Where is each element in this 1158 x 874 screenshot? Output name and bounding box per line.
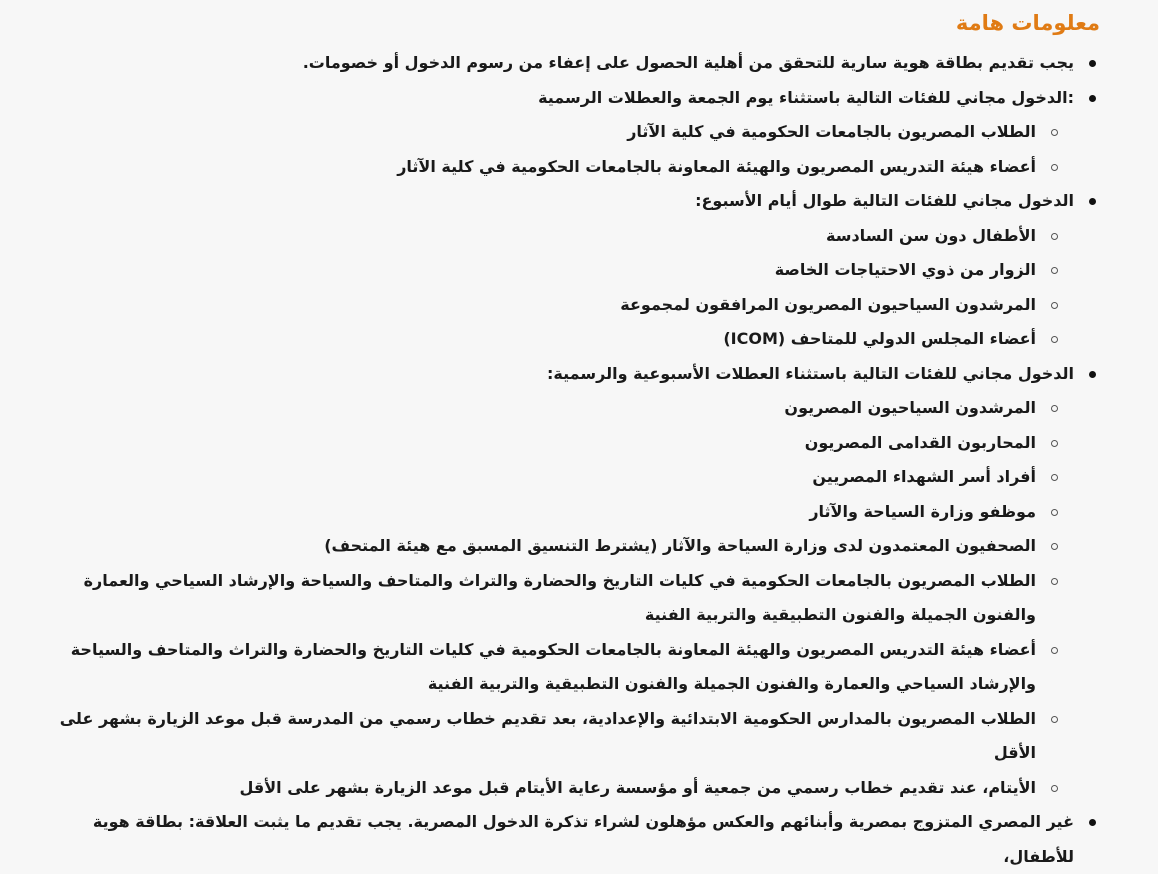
- sub-item-text: الزوار من ذوي الاحتياجات الخاصة: [774, 260, 1036, 279]
- circle-bullet-icon: [1051, 267, 1058, 274]
- sub-item: [40, 150, 1036, 185]
- sub-item: [40, 253, 1036, 288]
- sub-list: [40, 391, 1074, 805]
- sub-list: [40, 219, 1074, 357]
- circle-bullet-icon: [1051, 302, 1058, 309]
- info-item-text: الدخول مجاني للفئات التالية باستثناء العطلات الأسبوعية والرسمية:: [547, 363, 1074, 383]
- circle-bullet-icon: [1051, 543, 1058, 550]
- sub-item: [40, 288, 1036, 323]
- circle-bullet-icon: [1051, 785, 1058, 792]
- sub-item: [40, 322, 1036, 357]
- sub-item: [40, 702, 1036, 771]
- info-item-free-except-friday: [40, 81, 1074, 185]
- circle-bullet-icon: [1051, 164, 1058, 171]
- circle-bullet-icon: [1051, 233, 1058, 240]
- circle-bullet-icon: [1051, 474, 1058, 481]
- circle-bullet-icon: [1051, 129, 1058, 136]
- sub-item: [40, 564, 1036, 633]
- sub-item: [40, 771, 1036, 806]
- bullet-icon: [1089, 60, 1096, 67]
- circle-bullet-icon: [1051, 440, 1058, 447]
- bullet-icon: [1089, 198, 1096, 205]
- circle-bullet-icon: [1051, 336, 1058, 343]
- sub-item-text: أفراد أسر الشهداء المصريين: [812, 467, 1036, 486]
- sub-item: [40, 426, 1036, 461]
- sub-item: [40, 115, 1036, 150]
- sub-item: [40, 633, 1036, 702]
- info-item-free-all-week: [40, 184, 1074, 357]
- info-item-free-except-holidays: [40, 357, 1074, 806]
- info-item-foreign-spouse: [40, 805, 1074, 874]
- sub-item-text: الطلاب المصريون بالمدارس الحكومية الابتدائية والإعدادية، بعد تقديم خطاب رسمي من المدرسة قبل موعد الزيارة بشهر على الأقل: [59, 708, 1036, 762]
- info-item-id-requirement: [40, 46, 1074, 81]
- circle-bullet-icon: [1051, 578, 1058, 585]
- sub-item-text: الطلاب المصريون بالجامعات الحكومية في كلية الآثار: [627, 122, 1036, 141]
- bullet-icon: [1089, 371, 1096, 378]
- sub-item: [40, 529, 1036, 564]
- sub-item-text: الأطفال دون سن السادسة: [826, 225, 1036, 245]
- bullet-icon: [1089, 819, 1096, 826]
- sub-item: [40, 460, 1036, 495]
- circle-bullet-icon: [1051, 647, 1058, 654]
- info-item-text: الدخول مجاني للفئات التالية طوال أيام الأسبوع:: [695, 191, 1074, 210]
- info-item-text: غير المصري المتزوج بمصرية وأبنائهم والعكس مؤهلون لشراء تذكرة الدخول المصرية. يجب تقديم ما يثبت العلاقة: بطاقة هوية للأطفال،: [92, 812, 1074, 866]
- sub-item-text: الصحفيون المعتمدون لدى وزارة السياحة والآثار (يشترط التنسيق المسبق مع هيئة المتحف): [324, 536, 1036, 555]
- info-item-text: :الدخول مجاني للفئات التالية باستثناء يوم الجمعة والعطلات الرسمية: [538, 87, 1074, 107]
- circle-bullet-icon: [1051, 509, 1058, 516]
- sub-item-text: المحاربون القدامى المصريون: [804, 432, 1036, 452]
- sub-item-text: موظفو وزارة السياحة والآثار: [809, 501, 1036, 521]
- sub-item-text: الطلاب المصريون بالجامعات الحكومية في كليات التاريخ والحضارة والتراث والمتاحف والسياحة والإرشاد السياحي والعمارة والفنون الجميلة والفنون التطبيقية والتربية الفنية: [83, 570, 1036, 624]
- sub-item-text: أعضاء هيئة التدريس المصريون والهيئة المعاونة بالجامعات الحكومية في كلية الآثار: [397, 156, 1036, 176]
- sub-item-text: المرشدون السياحيون المصريون المرافقون لمجموعة: [620, 294, 1036, 314]
- circle-bullet-icon: [1051, 405, 1058, 412]
- section-heading: معلومات هامة: [955, 11, 1100, 35]
- sub-list: [40, 115, 1074, 184]
- info-list: [40, 46, 1100, 874]
- info-item-text: يجب تقديم بطاقة هوية سارية للتحقق من أهلية الحصول على إعفاء من رسوم الدخول أو خصومات.: [302, 53, 1074, 72]
- sub-item: [40, 495, 1036, 530]
- sub-item-text: أعضاء هيئة التدريس المصريون والهيئة المعاونة بالجامعات الحكومية في كليات التاريخ والحضارة والتراث والمتاحف والسياحة والإرشاد السياحي والعمارة والفنون الجميلة والفنون التطبيقية والتربية الفنية: [70, 639, 1036, 693]
- sub-item: [40, 391, 1036, 426]
- circle-bullet-icon: [1051, 716, 1058, 723]
- sub-item-text: الأيتام، عند تقديم خطاب رسمي من جمعية أو مؤسسة رعاية الأيتام قبل موعد الزيارة بشهر على الأقل: [239, 777, 1036, 797]
- sub-item-text: المرشدون السياحيون المصريون: [784, 398, 1036, 417]
- bullet-icon: [1089, 95, 1096, 102]
- sub-item-text: أعضاء المجلس الدولي للمتاحف (ICOM): [723, 329, 1036, 348]
- sub-item: [40, 219, 1036, 254]
